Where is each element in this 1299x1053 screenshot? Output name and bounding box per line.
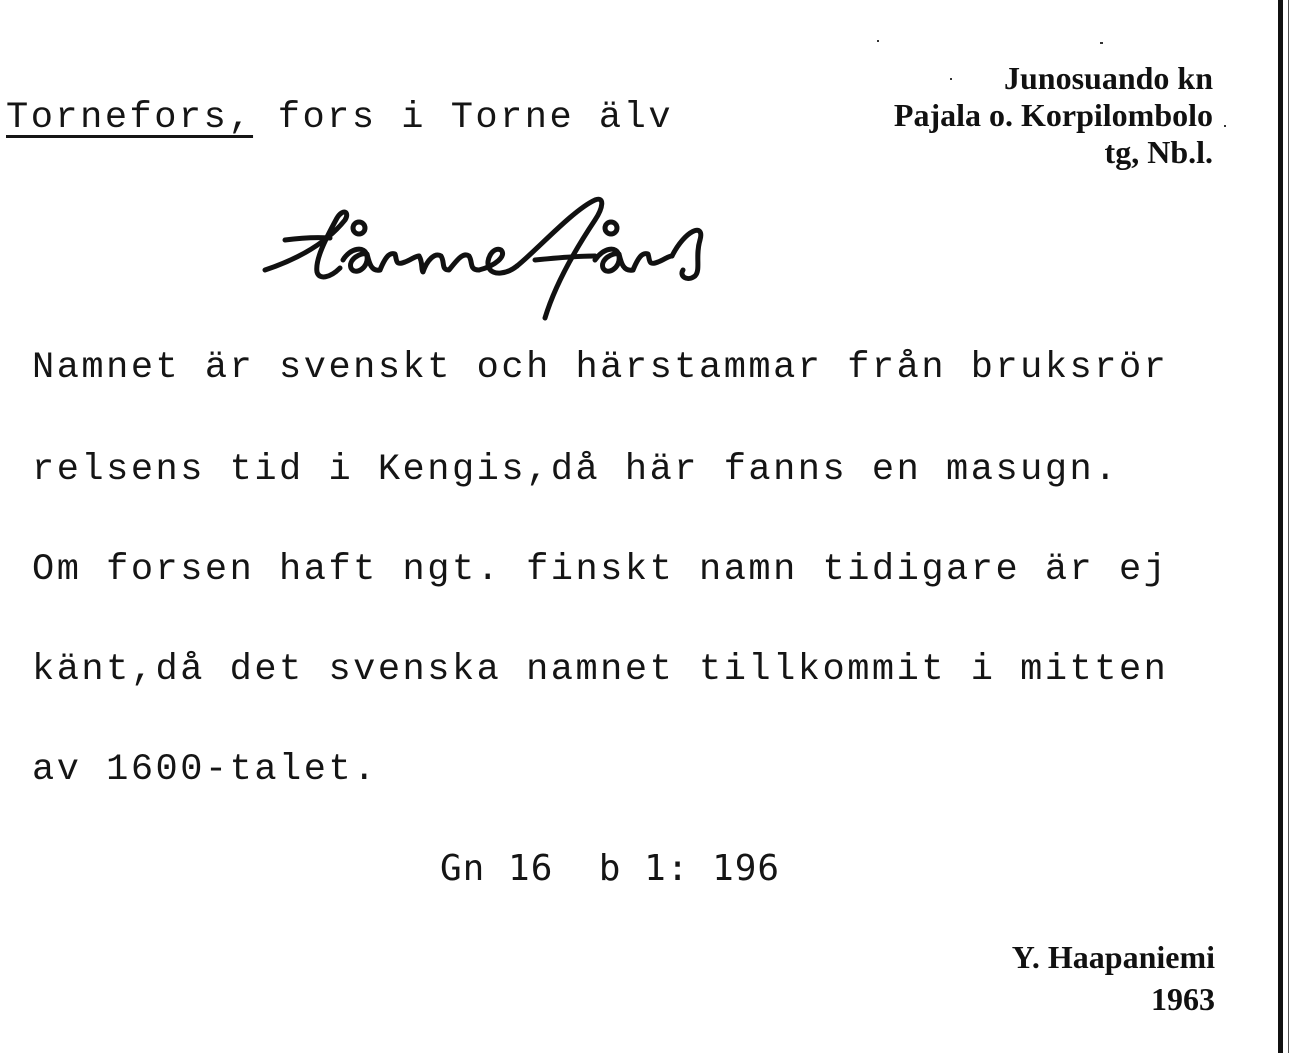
body-line-2: relsens tid i Kengis,då här fanns en masugn. — [32, 449, 1119, 491]
stamp-line-parish: Junosuando kn — [1003, 60, 1213, 96]
scan-speck — [877, 40, 879, 42]
body-line-4: känt,då det svenska namnet tillkommit i mitten — [32, 649, 1169, 691]
body-line-5: av 1600-talet. — [32, 749, 378, 791]
stamp-line-county: tg, Nb.l. — [1104, 134, 1213, 171]
author-name: Y. Haapaniemi — [1011, 939, 1215, 975]
source-reference: Gn 16 b 1: 196 — [440, 848, 781, 889]
record-year: 1963 — [1151, 980, 1215, 1017]
pronunciation-signature — [255, 190, 755, 330]
card-edge-shadow — [1278, 0, 1283, 1053]
card-edge-line — [1288, 0, 1289, 1053]
headword: Tornefors, — [6, 97, 254, 139]
scan-speck — [1100, 42, 1103, 44]
headword-description: fors i Torne älv — [277, 97, 674, 139]
handwritten-pronunciation — [255, 190, 755, 330]
body-line-3: Om forsen haft ngt. finskt namn tidigare är ej — [32, 549, 1169, 591]
stamp-line-district: Pajala o. Korpilombolo — [893, 97, 1213, 134]
scan-speck — [1224, 125, 1226, 127]
author-stamp — [1012, 937, 1215, 1020]
body-line-1: Namnet är svenskt och härstammar från bruksrör — [32, 347, 1169, 389]
parish-stamp — [894, 60, 1213, 171]
headline — [6, 97, 674, 139]
